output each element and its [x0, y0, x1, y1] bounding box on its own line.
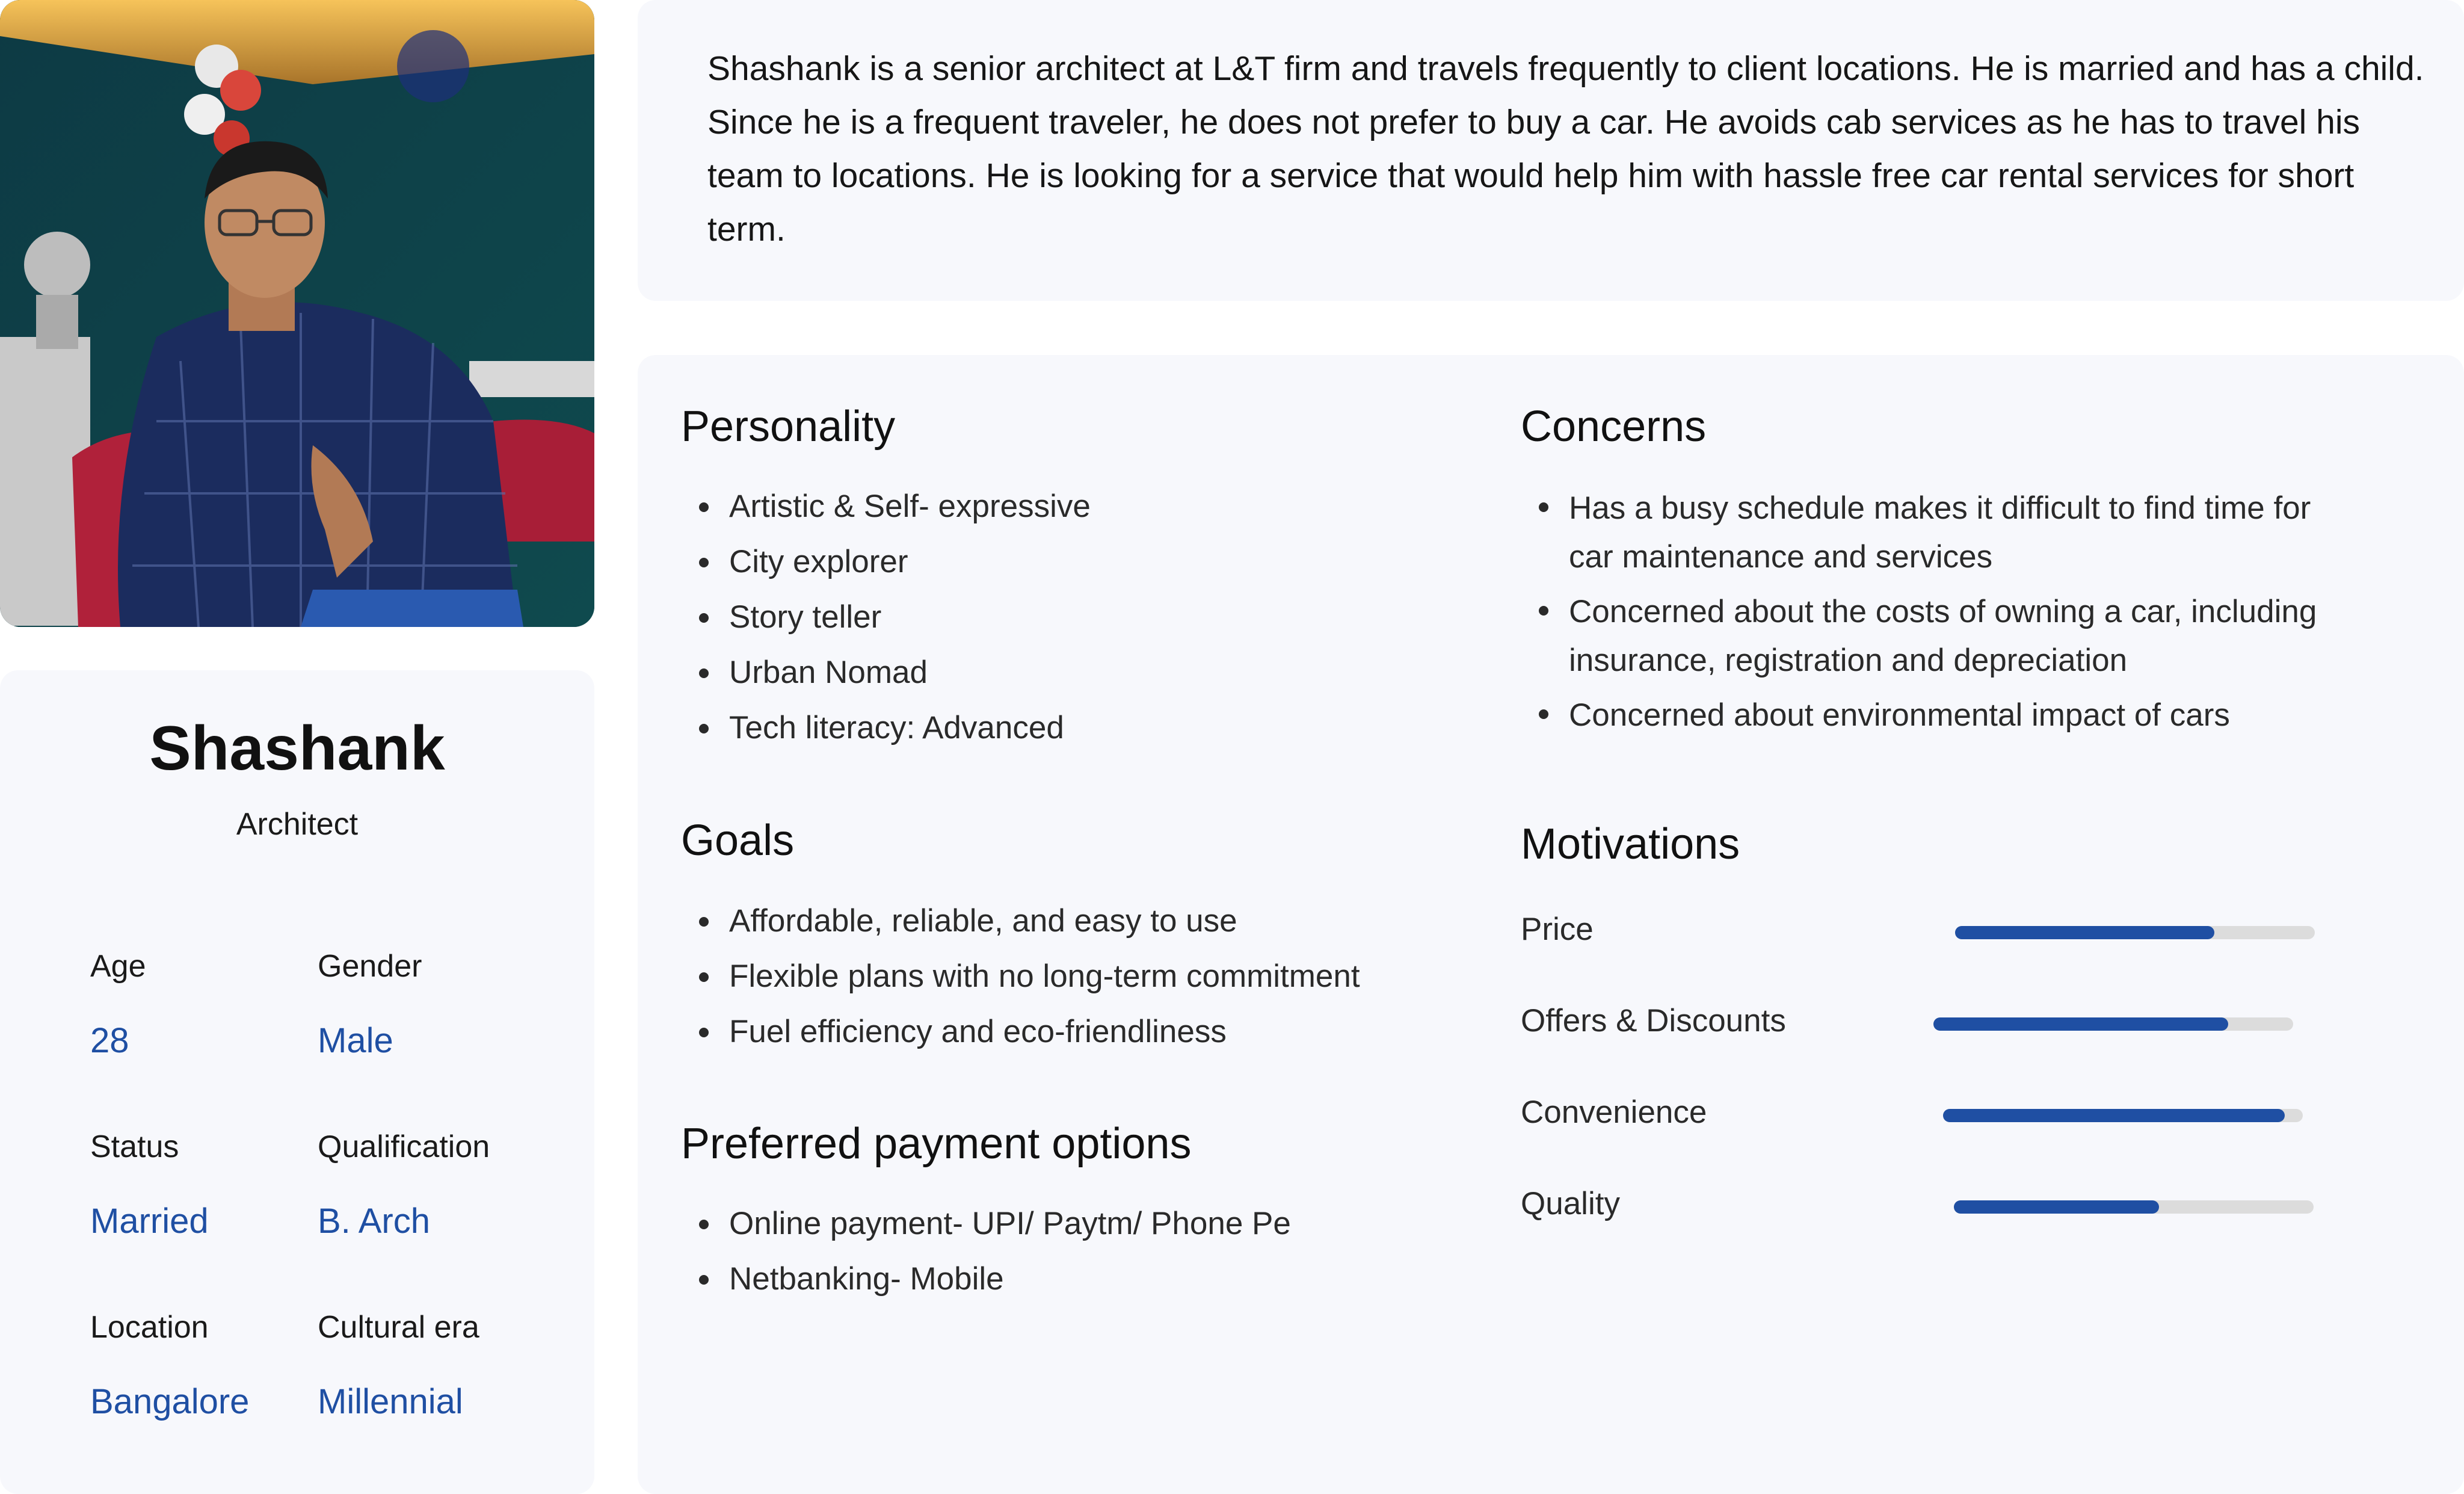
qualification-value: B. Arch	[318, 1202, 430, 1241]
status-value: Married	[90, 1202, 209, 1241]
persona-name: Shashank	[149, 714, 445, 783]
cultural-era-value: Millennial	[318, 1382, 463, 1421]
goals-title: Goals	[681, 816, 795, 865]
motivations-title: Motivations	[1521, 820, 1740, 868]
list-item: Concerned about the costs of owning a car, including insurance, registration and depreciation	[1521, 587, 2363, 685]
payment-title: Preferred payment options	[681, 1120, 1192, 1168]
motivation-fill	[1954, 1200, 2159, 1214]
list-item: Netbanking- Mobile	[681, 1256, 1463, 1312]
motivation-fill	[1933, 1017, 2228, 1031]
location-value: Bangalore	[90, 1382, 250, 1421]
list-item: Online payment- UPI/ Paytm/ Phone Pe	[681, 1201, 1463, 1256]
motivation-bar-quality	[1954, 1200, 2314, 1214]
persona-photo	[0, 0, 594, 627]
list-item: Affordable, reliable, and easy to use	[681, 898, 1463, 954]
concerns-title: Concerns	[1521, 403, 1707, 451]
list-item: Artistic & Self- expressive	[681, 484, 1463, 539]
age-label: Age	[90, 949, 146, 984]
list-item: Flexible plans with no long-term commitment	[681, 954, 1463, 1009]
concerns-list	[1521, 484, 2363, 745]
profile-card	[0, 670, 594, 1494]
payment-list	[681, 1201, 1463, 1312]
age-value: 28	[90, 1021, 129, 1060]
location-label: Location	[90, 1310, 209, 1345]
list-item: Has a busy schedule makes it difficult to find time for car maintenance and services	[1521, 484, 2363, 581]
list-item: Tech literacy: Advanced	[681, 705, 1463, 761]
personality-list	[681, 484, 1463, 761]
motivation-bar-convenience	[1943, 1109, 2303, 1122]
list-item: Story teller	[681, 594, 1463, 650]
list-item: Urban Nomad	[681, 650, 1463, 705]
cultural-era-label: Cultural era	[318, 1310, 479, 1345]
gender-value: Male	[318, 1021, 393, 1060]
motivation-label-convenience: Convenience	[1521, 1094, 1707, 1130]
motivation-bar-price	[1955, 926, 2315, 939]
list-item: Fuel efficiency and eco-friendliness	[681, 1009, 1463, 1064]
personality-title: Personality	[681, 403, 896, 451]
motivation-label-offers: Offers & Discounts	[1521, 1003, 1786, 1039]
motivation-bar-offers	[1933, 1017, 2293, 1031]
gender-label: Gender	[318, 949, 422, 984]
qualification-label: Qualification	[318, 1129, 490, 1164]
motivation-fill	[1955, 926, 2214, 939]
list-item: Concerned about environmental impact of cars	[1521, 691, 2363, 739]
motivation-label-price: Price	[1521, 912, 1594, 947]
status-label: Status	[90, 1129, 179, 1164]
goals-list	[681, 898, 1463, 1064]
motivation-label-quality: Quality	[1521, 1186, 1620, 1221]
portrait-illustration	[0, 0, 594, 627]
persona-occupation: Architect	[236, 807, 359, 842]
bio-text: Shashank is a senior architect at L&T firm and travels frequently to client locations. He is married and has a child. Since he is a frequent traveler, he does not prefer to buy a car. He avoids cab services as he has to travel his team to locations. He is looking for a service that would help him with hassle free car rental services for short term.	[707, 49, 2424, 248]
list-item: City explorer	[681, 539, 1463, 594]
motivation-fill	[1943, 1109, 2285, 1122]
